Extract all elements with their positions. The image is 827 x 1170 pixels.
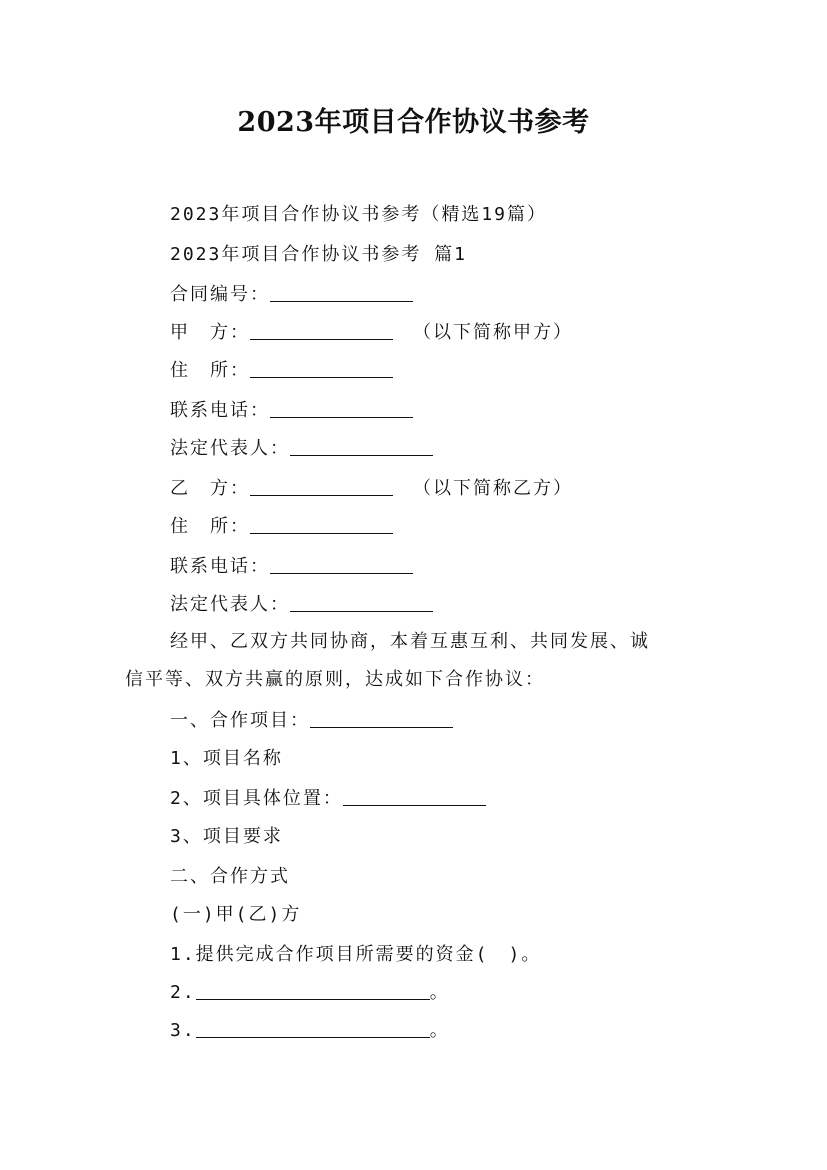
phone-b-label: 联系电话： (170, 556, 270, 577)
address-b-line (170, 512, 393, 538)
phone-b-blank (270, 557, 413, 574)
party-a-line (170, 318, 573, 344)
party-b-line (170, 474, 573, 500)
rep-a-label: 法定代表人： (170, 438, 290, 459)
provision-item-3-end: 。 (429, 1020, 450, 1041)
address-a-blank (250, 361, 393, 378)
project-location-label: 2、项目具体位置： (170, 788, 343, 809)
project-location-line (170, 784, 486, 810)
document-title: 2023年项目合作协议书参考 (237, 107, 590, 138)
provision-item-3-number: 3. (170, 1020, 196, 1041)
rep-b-line (170, 590, 433, 616)
party-a-note: （以下简称甲方） (413, 322, 573, 343)
contract-number-line (170, 280, 413, 306)
rep-b-label: 法定代表人： (170, 594, 290, 615)
cooperation-project-blank (310, 711, 453, 728)
section-heading: 2023年项目合作协议书参考 篇1 (170, 244, 468, 265)
party-b-note: （以下简称乙方） (413, 478, 573, 499)
address-b-label: 住 所： (170, 516, 250, 537)
cooperation-mode-heading: 二、合作方式 (170, 866, 290, 887)
provision-item-2 (170, 978, 450, 1004)
paragraph-line-1: 经甲、乙双方共同协商，本着互惠互利、共同发展、诚 (170, 631, 650, 652)
phone-b-line (170, 552, 413, 578)
party-a-blank (250, 323, 393, 340)
contract-number-label: 合同编号： (170, 284, 270, 305)
project-name-item: 1、项目名称 (170, 748, 283, 769)
project-requirements-item: 3、项目要求 (170, 826, 283, 847)
paragraph-line-2: 信平等、双方共赢的原则，达成如下合作协议： (125, 669, 545, 690)
rep-a-line (170, 434, 433, 460)
cooperation-project-label: 一、合作项目： (170, 710, 310, 731)
cooperation-project-line (170, 706, 453, 732)
rep-a-blank (290, 439, 433, 456)
party-subheading: (一)甲(乙)方 (170, 904, 302, 925)
provision-item-3 (170, 1016, 450, 1042)
provision-item-2-blank (196, 983, 430, 1000)
phone-a-blank (270, 401, 413, 418)
provision-item-2-number: 2. (170, 982, 196, 1003)
address-b-blank (250, 517, 393, 534)
party-b-label: 乙 方： (170, 478, 250, 499)
party-b-blank (250, 479, 393, 496)
contract-number-blank (270, 285, 413, 302)
subtitle: 2023年项目合作协议书参考（精选19篇） (170, 204, 548, 225)
phone-a-label: 联系电话： (170, 400, 270, 421)
address-a-line (170, 356, 393, 382)
provision-item-3-blank (196, 1021, 430, 1038)
project-location-blank (343, 789, 486, 806)
rep-b-blank (290, 595, 433, 612)
provision-item-1: 1.提供完成合作项目所需要的资金( )。 (170, 944, 542, 965)
address-a-label: 住 所： (170, 360, 250, 381)
phone-a-line (170, 396, 413, 422)
party-a-label: 甲 方： (170, 322, 250, 343)
provision-item-2-end: 。 (429, 982, 450, 1003)
